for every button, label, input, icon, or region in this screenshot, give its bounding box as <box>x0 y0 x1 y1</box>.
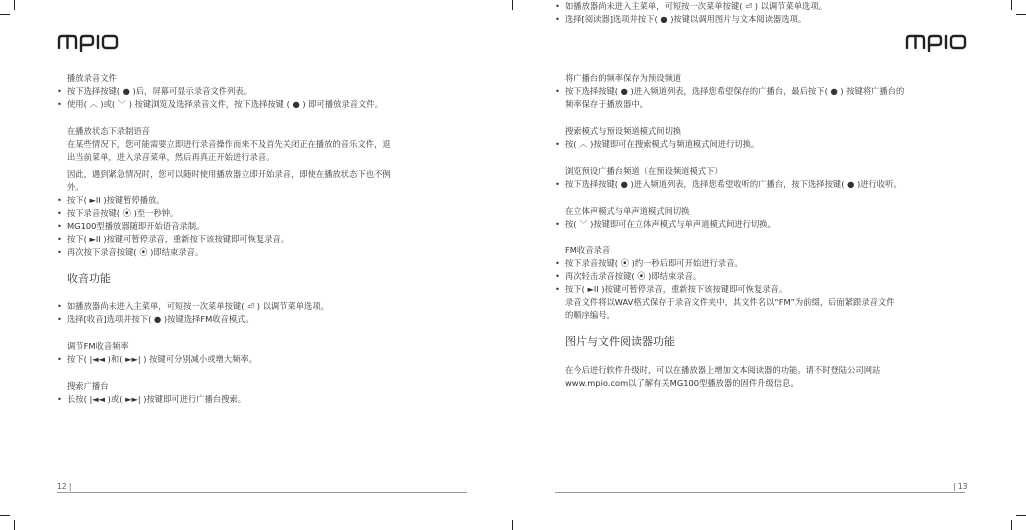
bullet-text: 如播放器尚未进入主菜单，可短按一次菜单按键( ⏎ ) 以调节菜单选项。 <box>565 1 827 11</box>
bullet-item <box>57 353 477 366</box>
text-block <box>555 72 975 111</box>
bullet-text: 按下选择按键( ● )进入频道列表，选择您希望保存的广播台，最后按下( ● ) 按键将广播台的 <box>565 86 905 96</box>
bullet-item <box>555 138 975 151</box>
text-block <box>555 244 975 322</box>
bullet-item <box>57 246 477 259</box>
bullet-text: 按下选择按键( ● )进入频道列表，选择您希望收听的广播台，按下选择按键( ● )进行收听。 <box>565 179 902 189</box>
bullet-dot: • <box>555 219 560 229</box>
bullet-item <box>555 218 975 231</box>
bullet-text: 按下( |◄◄ )和( ►►| ) 按键可分别减小或增大频率。 <box>67 354 257 364</box>
bullet-dot: • <box>57 354 62 364</box>
bullet-text: 按( ﹀ )按键即可在立体声模式与单声道模式间进行切换。 <box>565 219 776 229</box>
text-line: www.mpio.com以了解有关MG100型播放器的固件升级信息。 <box>565 378 799 388</box>
text-block <box>57 168 477 259</box>
bullet-item <box>555 257 975 270</box>
text-line: 在某些情况下，您可能需要立即进行录音操作而来不及首先关闭正在播放的音乐文件，退 <box>67 139 391 149</box>
bullet-text: MG100型播放器随即开始语音录制。 <box>67 221 205 231</box>
crop-mark <box>1016 515 1026 516</box>
text-line: 在立体声模式与单声道模式间切换 <box>565 206 690 216</box>
bullet-item <box>555 85 975 98</box>
text-block <box>555 165 975 191</box>
bullet-text: 按( ︿ )按键即可在搜索模式与频道模式间进行切换。 <box>565 139 760 149</box>
page-number-right: | 13 <box>953 482 968 491</box>
text-line: 外。 <box>67 182 84 192</box>
text-block <box>57 300 477 326</box>
bullet-dot: • <box>555 14 560 24</box>
bullet-item <box>555 13 975 26</box>
bullet-item <box>57 85 477 98</box>
bullet-dot: • <box>57 394 62 404</box>
crop-mark <box>1011 520 1012 530</box>
text-line: 出当前菜单，进入录音菜单，然后再真正开始进行录音。 <box>67 152 275 162</box>
bullet-item <box>555 283 975 296</box>
bullet-text: 再次轻击录音按键( ⦿ )即结束录音。 <box>565 271 702 281</box>
bullet-text: 按下录音按键( ⦿ )至一秒钟。 <box>67 208 179 218</box>
bullet-text: 如播放器尚未进入主菜单，可短按一次菜单按键( ⏎ ) 以调节菜单选项。 <box>67 301 329 311</box>
bullet-dot: • <box>555 179 560 189</box>
bullet-text: 选择[阅读器]选项并按下( ● )按键以调用图片与文本阅读器选项。 <box>565 14 807 24</box>
bullet-dot: • <box>57 314 62 324</box>
text-line: FM收音录音 <box>565 245 611 255</box>
section-heading: 收音功能 <box>67 272 111 285</box>
text-block <box>57 340 477 366</box>
text-line: 播放录音文件 <box>67 73 117 83</box>
bullet-item <box>57 220 477 233</box>
bullet-item <box>555 270 975 283</box>
bullet-dot: • <box>57 86 62 96</box>
text-line: 频率保存于播放器中。 <box>565 99 648 109</box>
crop-mark <box>512 0 513 10</box>
bullet-item <box>57 194 477 207</box>
bullet-text: 长按( |◄◄ )或( ►►| )按键即可进行广播台搜索。 <box>67 394 247 404</box>
bullet-item <box>57 207 477 220</box>
text-block <box>57 125 477 164</box>
page-number-left: 12 | <box>57 482 72 491</box>
crop-mark <box>14 520 15 530</box>
bullet-dot: • <box>555 284 560 294</box>
text-line: 在今后进行软件升级时，可以在播放器上增加文本阅读器的功能。请不时登陆公司网站 <box>565 365 881 375</box>
bullet-dot: • <box>57 221 62 231</box>
text-block <box>555 205 975 231</box>
footer-rule-left <box>57 492 467 493</box>
bullet-dot: • <box>57 301 62 311</box>
bullet-item <box>57 98 477 111</box>
crop-mark <box>0 14 10 15</box>
text-line: 浏览预设广播台频道（在预设频道模式下） <box>565 166 723 176</box>
text-block <box>555 335 975 349</box>
bullet-text: 按下( ►II )按键暂停播放。 <box>67 195 165 205</box>
bullet-item <box>57 233 477 246</box>
bullet-dot: • <box>555 258 560 268</box>
mpio-logo <box>905 32 969 52</box>
text-block <box>555 125 975 151</box>
bullet-text: 按下( ►II )按键可暂停录音，重新按下该按键即可恢复录音。 <box>67 234 290 244</box>
bullet-text: 按下( ►II )按键可暂停录音，重新按下该按键即可恢复录音。 <box>565 284 788 294</box>
text-line: 的顺序编号。 <box>565 310 615 320</box>
text-block <box>555 0 975 26</box>
bullet-item <box>57 313 477 326</box>
footer-rule-right <box>555 492 965 493</box>
bullet-dot: • <box>555 86 560 96</box>
bullet-item <box>57 393 477 406</box>
crop-mark <box>0 515 10 516</box>
bullet-item <box>555 0 975 13</box>
text-line: 搜索广播台 <box>67 381 109 391</box>
text-line: 调节FM收音频率 <box>67 341 129 351</box>
crop-mark <box>1016 14 1026 15</box>
text-line: 因此，遇到紧急情况时，您可以随时使用播放器立即开始录音，即使在播放状态下也不例 <box>67 169 391 179</box>
bullet-text: 使用( ︿ )或( ﹀ ) 按键浏览及选择录音文件，按下选择按键 ( ● ) 即可播放录音文件。 <box>67 99 383 109</box>
bullet-dot: • <box>555 271 560 281</box>
text-block <box>57 380 477 406</box>
bullet-item <box>555 178 975 191</box>
bullet-dot: • <box>57 247 62 257</box>
bullet-text: 选择[收音]选项并按下( ● )按键选择FM收音模式。 <box>67 314 254 324</box>
bullet-dot: • <box>57 99 62 109</box>
text-line: 录音文件将以WAV格式保存于录音文件夹中，其文件名以“FM”为前缀，后面紧跟录音文件 <box>565 297 895 307</box>
text-block <box>57 272 477 286</box>
bullet-dot: • <box>555 139 560 149</box>
bullet-text: 按下录音按键( ⦿ )约一秒后即可开始进行录音。 <box>565 258 743 268</box>
bullet-dot: • <box>57 234 62 244</box>
text-block <box>555 364 975 390</box>
bullet-dot: • <box>57 208 62 218</box>
mpio-logo <box>57 32 121 52</box>
text-line: 将广播台的频率保存为预设频道 <box>565 73 682 83</box>
bullet-text: 再次按下录音按键( ⦿ )即结束录音。 <box>67 247 204 257</box>
bullet-dot: • <box>57 195 62 205</box>
bullet-item <box>57 300 477 313</box>
text-line: 搜索模式与预设频道模式间切换 <box>565 126 682 136</box>
bullet-text: 按下选择按键( ● )后，屏幕可显示录音文件列表。 <box>67 86 252 96</box>
bullet-dot: • <box>555 1 560 11</box>
text-line: 在播放状态下录制语音 <box>67 126 150 136</box>
crop-mark <box>1011 0 1012 10</box>
crop-mark <box>14 0 15 10</box>
crop-mark <box>512 520 513 530</box>
section-heading: 图片与文件阅读器功能 <box>565 335 675 348</box>
text-block <box>57 72 477 111</box>
